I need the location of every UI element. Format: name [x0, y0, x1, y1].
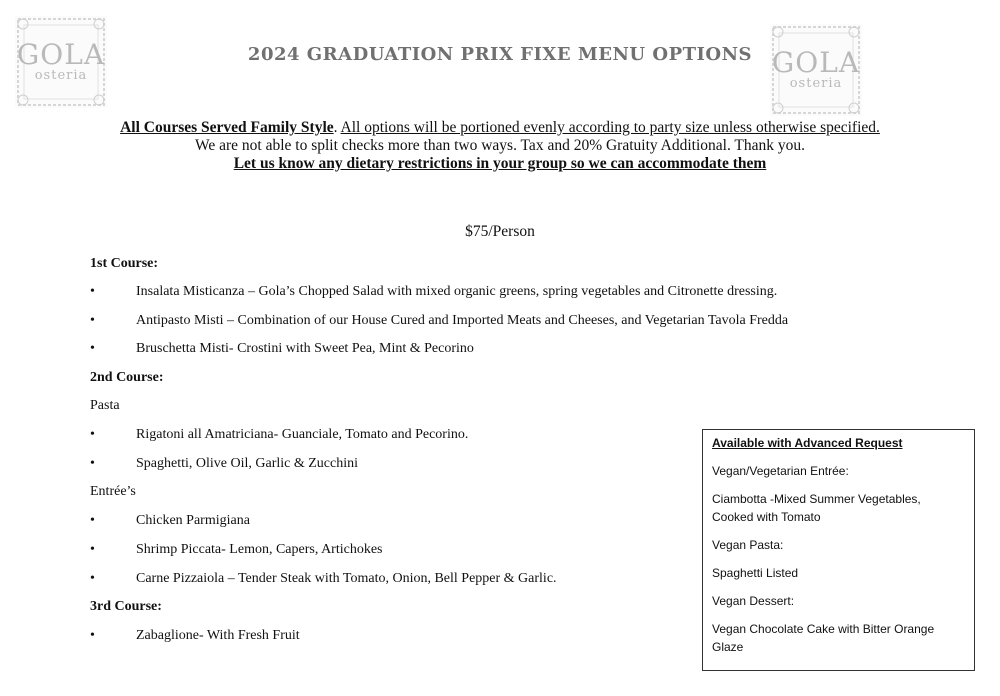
logo-wordmark: GOLA — [771, 46, 861, 79]
menu-item: Zabaglione- With Fresh Fruit — [136, 628, 300, 643]
bullet-icon: • — [90, 341, 95, 356]
advanced-request-box — [702, 429, 975, 671]
gola-logo-right — [770, 24, 862, 116]
dietary-note: Let us know any dietary restrictions in your group so we can accommodate them — [233, 155, 767, 172]
request-line: Vegan/Vegetarian Entrée: — [712, 464, 849, 478]
menu-item: Bruschetta Misti- Crostini with Sweet Pea, Mint & Pecorino — [136, 341, 474, 356]
advanced-request-heading: Available with Advanced Request — [712, 436, 903, 450]
bullet-icon: • — [90, 513, 95, 528]
pasta-label: Pasta — [90, 398, 120, 413]
separator: . — [333, 119, 341, 136]
menu-item: Chicken Parmigiana — [136, 513, 250, 528]
request-line: Vegan Dessert: — [712, 594, 795, 608]
course-3-heading: 3rd Course: — [90, 599, 162, 614]
menu-item: Rigatoni all Amatriciana- Guanciale, Tomato and Pecorino. — [136, 427, 469, 442]
bullet-icon: • — [90, 456, 95, 471]
menu-item: Carne Pizzaiola – Tender Steak with Tomato, Onion, Bell Pepper & Garlic. — [136, 571, 557, 586]
family-style-note — [115, 119, 885, 137]
price-per-person: $75/Person — [465, 223, 535, 240]
logo-subtitle: osteria — [789, 76, 843, 91]
request-line: Spaghetti Listed — [712, 566, 799, 580]
portion-note: All options will be portioned evenly according to party size unless otherwise specified. — [340, 119, 880, 136]
page-title: 2024 GRADUATION PRIX FIXE MENU OPTIONS — [247, 44, 753, 65]
request-line: Vegan Chocolate Cake with Bitter Orange Glaze — [712, 622, 935, 654]
family-style-label: All Courses Served Family Style — [120, 119, 334, 136]
bullet-icon: • — [90, 628, 95, 643]
menu-item: Shrimp Piccata- Lemon, Capers, Artichokes — [136, 542, 383, 557]
course-1-heading: 1st Course: — [90, 256, 159, 271]
intro-notes — [115, 119, 885, 173]
bullet-icon: • — [90, 542, 95, 557]
logo-subtitle: osteria — [34, 68, 88, 83]
check-note: We are not able to split checks more than two ways. Tax and 20% Gratuity Additional. Thank you. — [194, 137, 806, 154]
entree-label: Entrée’s — [90, 484, 136, 499]
menu-item: Antipasto Misti – Combination of our House Cured and Imported Meats and Cheeses, and Vegetarian Tavola Fredda — [136, 313, 789, 328]
course-2-heading: 2nd Course: — [90, 370, 164, 385]
bullet-icon: • — [90, 284, 95, 299]
bullet-icon: • — [90, 571, 95, 586]
bullet-icon: • — [90, 427, 95, 442]
menu-item: Spaghetti, Olive Oil, Garlic & Zucchini — [136, 456, 359, 471]
request-line: Ciambotta -Mixed Summer Vegetables, Cooked with Tomato — [712, 492, 921, 524]
bullet-icon: • — [90, 313, 95, 328]
request-line: Vegan Pasta: — [712, 538, 784, 552]
menu-item: Insalata Misticanza – Gola’s Chopped Salad with mixed organic greens, spring vegetables and Citronette dressing. — [136, 284, 778, 299]
logo-wordmark: GOLA — [16, 38, 106, 71]
